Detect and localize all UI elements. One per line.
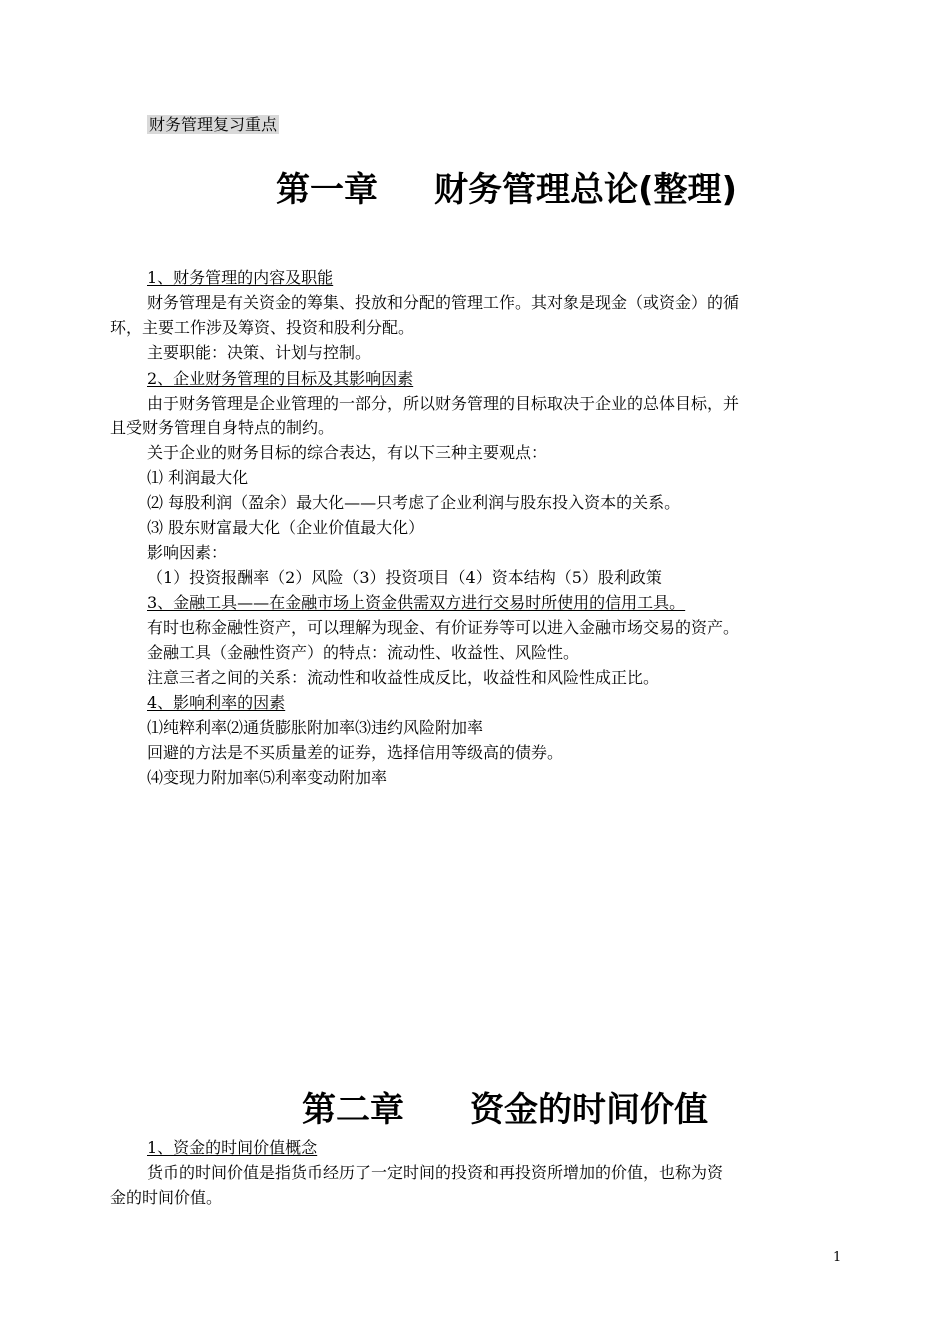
- paragraph-line: 财务管理是有关资金的筹集、投放和分配的管理工作。其对象是现金（或资金）的循: [147, 293, 740, 312]
- paragraph-line: 有时也称金融性资产，可以理解为现金、有价证券等可以进入金融市场交易的资产。: [147, 618, 740, 637]
- paragraph-line: 金融工具（金融性资产）的特点：流动性、收益性、风险性。: [147, 643, 580, 662]
- list-item: ⑵ 每股利润（盈余）最大化——只考虑了企业利润与股东投入资本的关系。: [147, 493, 681, 512]
- section-heading: 1、资金的时间价值概念: [147, 1138, 318, 1157]
- document-header-label: 财务管理复习重点: [149, 115, 278, 134]
- paragraph-line: 环，主要工作涉及筹资、投资和股利分配。: [110, 318, 415, 337]
- paragraph-line: 且受财务管理自身特点的制约。: [110, 418, 335, 437]
- paragraph-line: 关于企业的财务目标的综合表达，有以下三种主要观点：: [147, 443, 548, 462]
- section-heading: 2、企业财务管理的目标及其影响因素: [147, 369, 414, 388]
- list-item: ⑶ 股东财富最大化（企业价值最大化）: [147, 518, 425, 537]
- section-heading: 3、金融工具——在金融市场上资金供需双方进行交易时所使用的信用工具。: [147, 593, 686, 612]
- paragraph-line: ⑴纯粹利率⑵通货膨胀附加率⑶违约风险附加率: [147, 718, 484, 737]
- paragraph-line: 由于财务管理是企业管理的一部分，所以财务管理的目标取决于企业的总体目标，并: [147, 394, 740, 413]
- chapter2-heading: [302, 1090, 708, 1130]
- chapter1-title: 财务管理总论(整理): [434, 170, 738, 210]
- paragraph-line: 货币的时间价值是指货币经历了一定时间的投资和再投资所增加的价值，也称为资: [147, 1163, 724, 1182]
- paragraph-line: （1）投资报酬率（2）风险（3）投资项目（4）资本结构（5）股利政策: [147, 568, 662, 587]
- section-heading: 1、财务管理的内容及职能: [147, 268, 334, 287]
- paragraph-line: 影响因素：: [147, 543, 228, 562]
- chapter2-title: 资金的时间价值: [470, 1090, 708, 1130]
- paragraph-line: 金的时间价值。: [110, 1188, 223, 1207]
- paragraph-line: 注意三者之间的关系：流动性和收益性成反比，收益性和风险性成正比。: [147, 668, 660, 687]
- chapter1-heading: [276, 170, 737, 210]
- chapter2-number: 第二章: [302, 1090, 404, 1130]
- section-heading: 4、影响利率的因素: [147, 693, 286, 712]
- paragraph-line: 主要职能：决策、计划与控制。: [147, 343, 372, 362]
- paragraph-line: 回避的方法是不买质量差的证券，选择信用等级高的债券。: [147, 743, 564, 762]
- paragraph-line: ⑷变现力附加率⑸利率变动附加率: [147, 768, 388, 787]
- chapter1-number: 第一章: [276, 170, 378, 210]
- list-item: ⑴ 利润最大化: [147, 468, 249, 487]
- header-line: [147, 115, 279, 135]
- page-number: 1: [833, 1250, 842, 1265]
